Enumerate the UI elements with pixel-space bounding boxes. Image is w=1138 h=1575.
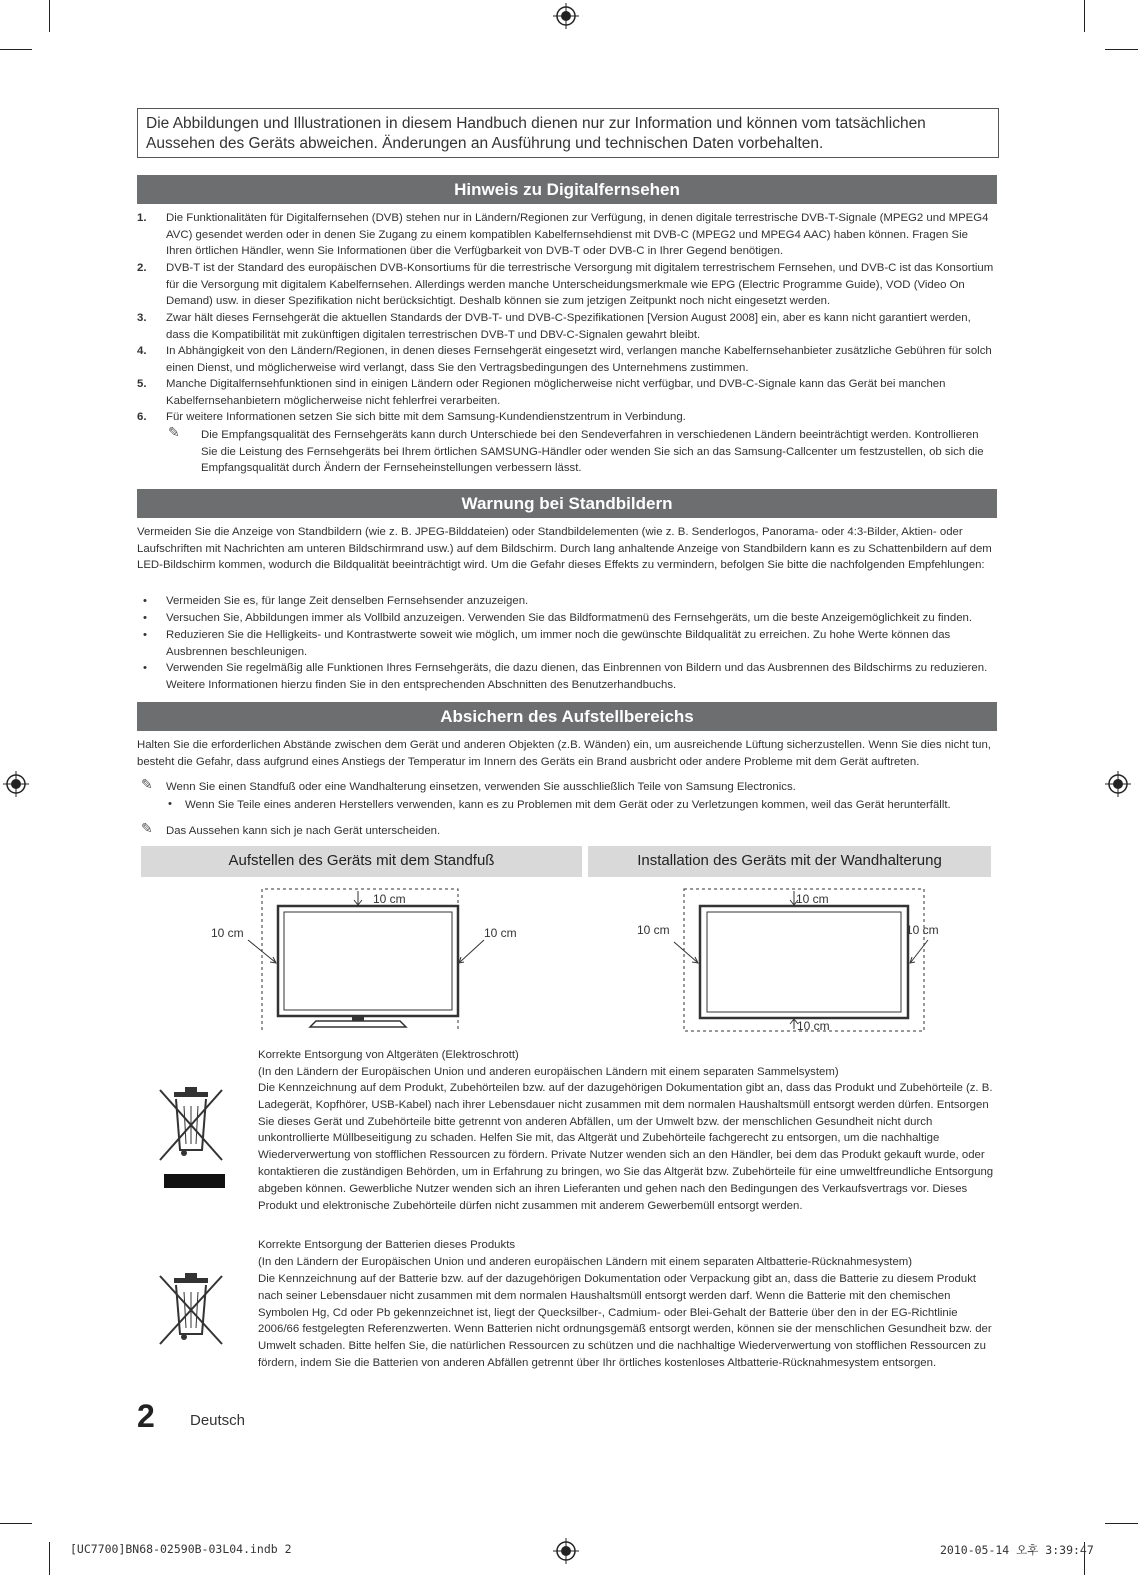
battery-text: Die Kennzeichnung auf der Batterie bzw. auf der dazugehörigen Dokumentation oder Verpackung gibt an, dass die Batterie zu diesem Produkt nach seiner Lebensdauer nicht zusammen mit dem normalen Haushaltsmüll entsorgt werden darf. Wenn die Batterie mit den chemischen Symbolen Hg, Cd oder Pb gekennzeichnet ist, liegt der Quecksilber-, Cadmium- oder Blei-Gehalt der Batterie über den in der EG-Richtlinie 2006/66 festgelegten Referenzwerten. Wenn Batterien nicht ordnungsgemäß entsorgt werden, können sie der menschlichen Gesundheit bzw. der Umwelt schaden. Bitte helfen Sie, die natürlichen Ressourcen zu schützen und die nachhaltige Wiederverwertung von stofflichen Ressourcen zu fördern, indem Sie die Batterien von anderen Abfällen getrennt über Ihr örtliches kostenloses Altbatterie-Rücknahmesystem entsorgen. (258, 1273, 992, 1369)
note-pencil-icon: ✎ (141, 776, 153, 792)
dist-label-right: 10 cm (484, 926, 517, 940)
registration-mark-icon (1105, 771, 1131, 797)
list-item: Reduzieren Sie die Helligkeits- und Kontrastwerte soweit wie möglich, um immer noch die gewünschte Bildqualität zu erreichen. Zu hohe Werte können das Ausbrennen beschleunigen. (166, 629, 951, 658)
battery-title: Korrekte Entsorgung der Batterien dieses Produkts (258, 1239, 516, 1251)
dist-label-top: 10 cm (796, 892, 829, 906)
section-title-still-images: Warnung bei Standbildern (137, 489, 997, 518)
note-pencil-icon: ✎ (168, 424, 180, 440)
list-number: 1. (137, 212, 147, 224)
bullet-icon: • (143, 662, 147, 674)
paragraph: Halten Sie die erforderlichen Abstände zwischen dem Gerät und anderen Objekten (z.B. Wänden) ein, um ausreichende Lüftung sicherzustellen. Wenn Sie dies nicht tun, besteht die Gefahr, dass aufgrund eines Anstiegs der Temperatur im Innern des Geräts ein Brand ausbricht oder andere Probleme mit dem Gerät auftreten. (137, 739, 991, 768)
list-number: 2. (137, 262, 147, 274)
bullet-icon: • (143, 629, 147, 641)
disposal-subtitle: (In den Ländern der Europäischen Union und anderen europäischen Ländern mit einem separaten Sammelsystem) (258, 1066, 839, 1078)
note-subitem: Wenn Sie Teile eines anderen Herstellers verwenden, kann es zu Problemen mit dem Gerät oder zu Verletzungen kommen, weil das Gerät herunterfällt. (185, 799, 951, 811)
battery-subtitle: (In den Ländern der Europäischen Union und anderen europäischen Ländern mit einem separaten Altbatterie-Rücknahmesystem) (258, 1256, 913, 1268)
list-item: Versuchen Sie, Abbildungen immer als Vollbild anzuzeigen. Verwenden Sie das Bildformatmenü des Fernsehgeräts, um die beste Anzeigemöglichkeit zu finden. (166, 612, 973, 624)
dist-label-left: 10 cm (637, 923, 670, 937)
dist-label-top: 10 cm (373, 892, 406, 906)
dist-label-left: 10 cm (211, 926, 244, 940)
note-text: Wenn Sie einen Standfuß oder eine Wandhalterung einsetzen, verwenden Sie ausschließlich Teile von Samsung Electronics. (166, 781, 796, 793)
dist-label-right: 10 cm (906, 923, 939, 937)
section-title-installation: Absichern des Aufstellbereichs (137, 702, 997, 731)
registration-mark-icon (3, 771, 29, 797)
footer-file: [UC7700]BN68-02590B-03L04.indb 2 (70, 1542, 292, 1556)
disclaimer-box: Die Abbildungen und Illustrationen in diesem Handbuch dienen nur zur Information und können vom tatsächlichen Aussehen des Geräts abweichen. Änderungen an Ausführung und technischen Daten vorbehalten. (137, 108, 999, 158)
disposal-text: Die Kennzeichnung auf dem Produkt, Zubehörteilen bzw. auf der dazugehörigen Dokumentation gibt an, dass das Produkt und Zubehörteile (z. B. Ladegerät, Kopfhörer, USB-Kabel) nach ihrer Lebensdauer nicht zusammen mit dem normalen Haushaltsmüll entsorgt werden dürfen. Entsorgen Sie dieses Gerät und Zubehörteile bitte getrennt von anderen Abfällen, um der Umwelt bzw. der menschlichen Gesundheit nicht durch unkontrollierte Müllbeseitigung zu schaden. Helfen Sie mit, das Altgerät und Zubehörteile fachgerecht zu entsorgen, um die nachhaltige Wiederverwertung von stofflichen Ressourcen zu fördern. Private Nutzer wenden sich an den Händler, bei dem das Produkt gekauft wurde, oder kontaktieren die zuständigen Behörden, um in Erfahrung zu bringen, wo Sie das Altgerät bzw. Zubehörteile für eine umweltfreundliche Entsorgung abgeben können. Gewerbliche Nutzer wenden sich an ihren Lieferanten und gehen nach den Bedingungen des Verkaufsvertrags vor. Dieses Produkt und elektronische Zubehörteile dürfen nicht zusammen mit anderem Gewerbemüll entsorgt werden. (258, 1082, 994, 1212)
list-number: 6. (137, 411, 147, 423)
registration-mark-icon (553, 3, 579, 29)
dist-label-bottom: 10 cm (797, 1019, 830, 1033)
list-item: Verwenden Sie regelmäßig alle Funktionen Ihres Fernsehgeräts, die dazu dienen, das Einbrennen von Bildern und das Ausbrennen des Bildschirms zu reduzieren. Weitere Informationen hierzu finden Sie in den entsprechenden Abschnitten des Benutzerhandbuchs. (166, 662, 988, 691)
list-number: 5. (137, 378, 147, 390)
paragraph: Vermeiden Sie die Anzeige von Standbildern (wie z. B. JPEG-Bilddateien) oder Standbildelementen (wie z. B. Senderlogos, Panorama- oder 4:3-Bilder, Aktien- oder Laufschriften mit Nachrichten am unteren Bildschirmrand usw.) auf dem Bildschirm. Durch lang anhaltende Anzeige von Standbildern kann es zu Schattenbildern auf dem LED-Bildschirm kommen, wodurch die Bildqualität beeinträchtigt wird. Um die Gefahr dieses Effekts zu vermindern, befolgen Sie bitte die nachfolgenden Empfehlungen: (137, 526, 992, 571)
footer-timestamp: 2010-05-14 오후 3:39:47 (940, 1543, 1094, 1557)
note-text: Die Empfangsqualität des Fernsehgeräts kann durch Unterschiede bei den Sendeverfahren in verschiedenen Ländern beeinträchtigt werden. Kontrollieren Sie die Leistung des Fernsehgeräts bei Ihrem örtlichen SAMSUNG-Händler oder wenden Sie sich an das Samsung-Callcenter um festzustellen, ob sich die Empfangsqualität durch Ändern der Fernseheinstellungen verbessern lässt. (201, 429, 984, 474)
stand-heading: Aufstellen des Geräts mit dem Standfuß (141, 846, 582, 877)
wall-mount-clearance-diagram (630, 884, 970, 1036)
list-item: DVB-T ist der Standard des europäischen DVB-Konsortiums für die terrestrische Versorgung mit digitalem terrestrischem Fernsehen, und DVB-C ist das Konsortium für die Versorgung mit digitalem Kabelfernsehen. Allerdings werden manche Unterscheidungsmerkmale wie EPG (Electric Programme Guide), VOD (Video On Demand) usw. in dieser Spezifikation nicht berücksichtigt. Deshalb können sie zum jetzigen Zeitpunkt noch nicht eingesetzt werden. (166, 262, 994, 307)
crossed-bin-battery-icon (152, 1268, 230, 1348)
registration-mark-icon (553, 1538, 579, 1564)
stand-clearance-diagram (190, 884, 520, 1034)
note-text: Das Aussehen kann sich je nach Gerät unterscheiden. (166, 825, 441, 837)
wall-mount-heading: Installation des Geräts mit der Wandhalterung (588, 846, 991, 877)
list-item: Manche Digitalfernsehfunktionen sind in einigen Ländern oder Regionen möglicherweise nicht verfügbar, und DVB-C-Signale kann das Gerät bei manchen Kabelfernsehanbietern möglicherweise nicht fehlerfrei verarbeiten. (166, 378, 946, 407)
list-number: 3. (137, 312, 147, 324)
list-number: 4. (137, 345, 147, 357)
note-pencil-icon: ✎ (141, 820, 153, 836)
list-item: Die Funktionalitäten für Digitalfernsehen (DVB) stehen nur in Ländern/Regionen zur Verfügung, in denen digitale terrestrische DVB-T-Signale (MPEG2 und MPEG4 AVC) gesendet werden oder in denen Sie Zugang zu einem kompatiblen Kabelfernsehdienst mit DVB-C (MPEG2 und MPEG4 AAC) haben können. Fragen Sie Ihren örtlichen Händler, wenn Sie Informationen über die Verfügbarkeit von DVB-T oder DVB-C in Ihrer Gegend benötigen. (166, 212, 989, 257)
list-item: Zwar hält dieses Fernsehgerät die aktuellen Standards der DVB-T- und DVB-C-Spezifikationen [Version August 2008] ein, aber es kann nicht garantiert werden, dass die Kompatibilität mit zukünftigen digitalen terrestrischen DVB-T und DBV-C-Signalen gewahrt bleibt. (166, 312, 971, 341)
bullet-icon: • (168, 798, 172, 810)
page-language: Deutsch (190, 1412, 246, 1429)
list-item: Vermeiden Sie es, für lange Zeit denselben Fernsehsender anzuzeigen. (166, 595, 529, 607)
section-title-digital-tv: Hinweis zu Digitalfernsehen (137, 175, 997, 204)
list-item: Für weitere Informationen setzen Sie sich bitte mit dem Samsung-Kundendienstzentrum in Verbindung. (166, 411, 686, 423)
bullet-icon: • (143, 595, 147, 607)
disposal-title: Korrekte Entsorgung von Altgeräten (Elektroschrott) (258, 1049, 519, 1061)
list-item: In Abhängigkeit von den Ländern/Regionen, in denen dieses Fernsehgerät eingesetzt wird, verlangen manche Kabelfernsehanbieter zusätzliche Gebühren für solch einen Dienst, und möglicherweise wird verlangt, dass Sie den Vertragsbedingungen des Unternehmens zustimmen. (166, 345, 992, 374)
page-number: 2 (137, 1398, 155, 1434)
crossed-bin-icon (152, 1078, 230, 1190)
bullet-icon: • (143, 612, 147, 624)
